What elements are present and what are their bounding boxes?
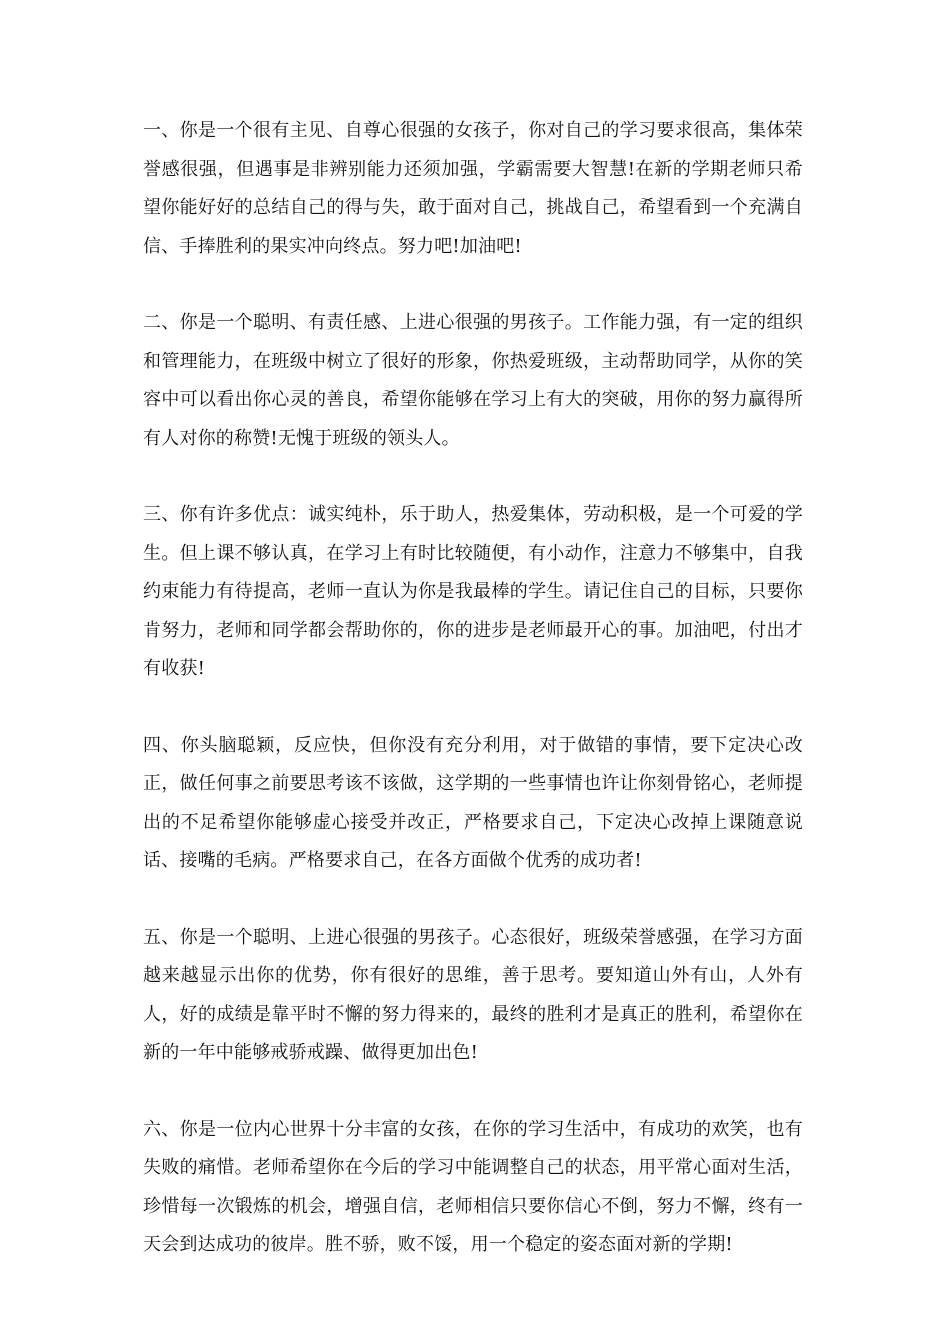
comment-paragraph-3: 三、你有许多优点：诚实纯朴，乐于助人，热爱集体，劳动积极，是一个可爱的学生。但上课不够认真，在学习上有时比较随便，有小动作，注意力不够集中，自我约束能力有待提高，老师一直认为你是我最棒的学生。请记住自己的目标，只要你肯努力，老师和同学都会帮助你的，你的进步是老师最开心的事。加油吧，付出才有收获! [143,504,803,679]
comment-paragraph-5: 五、你是一个聪明、上进心很强的男孩子。心态很好，班级荣誉感强，在学习方面越来越显示出你的优势，你有很好的思维，善于思考。要知道山外有山，人外有人，好的成绩是靠平时不懈的努力得来的，最终的胜利才是真正的胜利，希望你在新的一年中能够戒骄戒躁、做得更加出色! [143,926,803,1063]
comment-paragraph-6: 六、你是一位内心世界十分丰富的女孩，在你的学习生活中，有成功的欢笑，也有失败的痛惜。老师希望你在今后的学习中能调整自己的状态，用平常心面对生活，珍惜每一次锻炼的机会，增强自信，老师相信只要你信心不倒，努力不懈，终有一天会到达成功的彼岸。胜不骄，败不馁，用一个稳定的姿态面对新的学期! [143,1118,803,1255]
document-body [143,112,803,1265]
comment-paragraph-2: 二、你是一个聪明、有责任感、上进心很强的男孩子。工作能力强，有一定的组织和管理能力，在班级中树立了很好的形象，你热爱班级，主动帮助同学，从你的笑容中可以看出你心灵的善良，希望你能够在学习上有大的突破，用你的努力赢得所有人对你的称赞!无愧于班级的领头人。 [143,312,803,449]
comment-paragraph-4: 四、你头脑聪颖，反应快，但你没有充分利用，对于做错的事情，要下定决心改正，做任何事之前要思考该不该做，这学期的一些事情也许让你刻骨铭心，老师提出的不足希望你能够虚心接受并改正，严格要求自己，下定决心改掉上课随意说话、接嘴的毛病。严格要求自己，在各方面做个优秀的成功者! [143,734,803,871]
comment-paragraph-1: 一、你是一个很有主见、自尊心很强的女孩子，你对自己的学习要求很高，集体荣誉感很强，但遇事是非辨别能力还须加强，学霸需要大智慧!在新的学期老师只希望你能好好的总结自己的得与失，敢于面对自己，挑战自己，希望看到一个充满自信、手捧胜利的果实冲向终点。努力吧!加油吧! [143,120,803,257]
